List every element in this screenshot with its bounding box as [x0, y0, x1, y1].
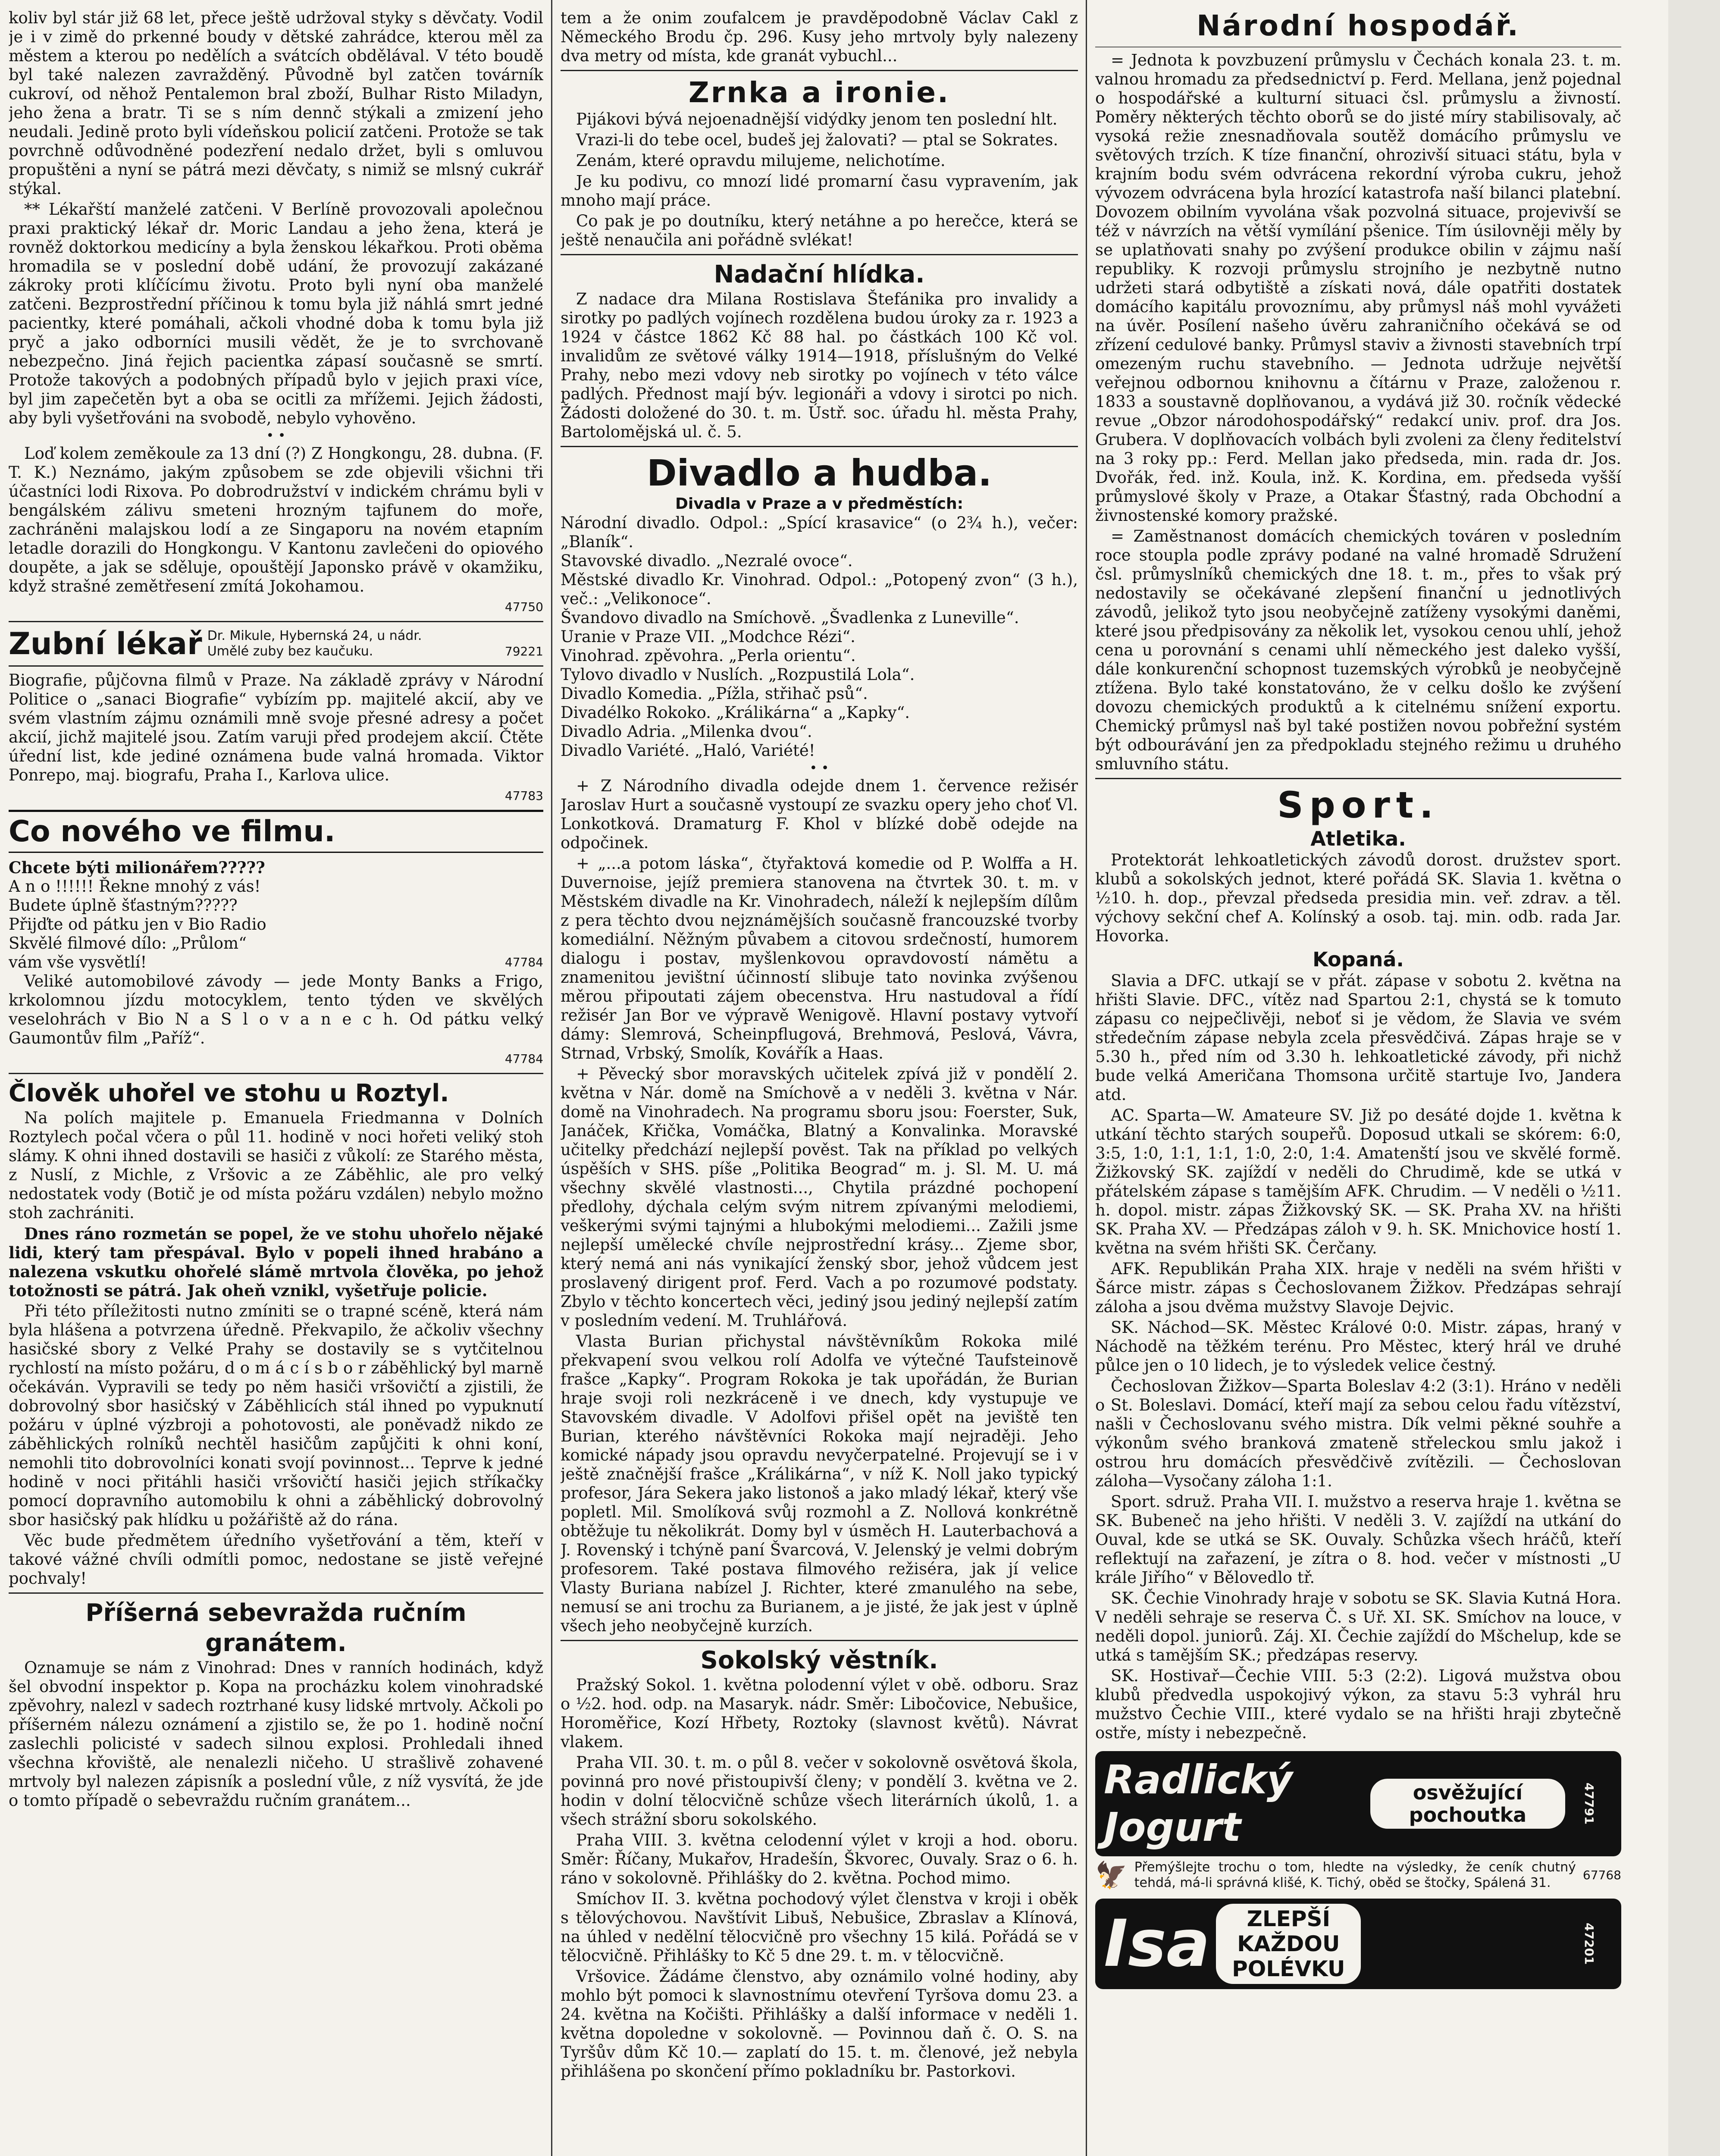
- section-title-fund: Nadační hlídka.: [714, 260, 925, 288]
- lead-paragraph: koliv byl stár již 68 let, přece ještě udržoval styky s děvčaty. Vodil je i v zimě do prkenné boudy v dětské zahrádce, kterou měl za městem a kterou po nedělích a svátcích obdělával. V této boudě byl také nalezen zavražděný. Původně byl zatčen továrník cukroví, od něhož Pentalemon bral zboží, Bulhar Risto Miladyn, jeho žena a bratr. Ti se s ním dennč stýkali a zmizení jeho neudali. Jedině proto byli vídeňskou policií zatčeni. Protože se tak povrchně odůvodněné podezření nedalo držet, byli s omluvou propuštěni a nyní se pátrá mezi děvčaty, s nimiž se mlsný cukrář stýkal.: [9, 9, 543, 198]
- football-paragraph: AFK. Republikán Praha XIX. hraje v neděli na svém hřišti v Šárce mistr. zápas s Čechoslovanem Žižkov. Předzápas sehrají záloha a jsou dvěma mužstvy Slavoje Dejvic.: [1095, 1260, 1621, 1316]
- ad-code: 47783: [504, 789, 543, 803]
- yogurt-tagline: osvěžující pochoutka: [1370, 1779, 1565, 1829]
- dentist-title: Zubní lékař: [9, 626, 202, 661]
- theatre-row: Divadlo Adria. „Milenka dvou“.: [561, 722, 812, 741]
- ad-code: 47784: [504, 955, 543, 969]
- isa-ad-banner: [1095, 1899, 1621, 1989]
- irony-item: Zenám, které opravdu milujeme, nelichotíme.: [576, 151, 946, 170]
- divider: [561, 254, 1078, 255]
- ad-code: 79221: [504, 644, 543, 658]
- irony-item: Co pak je po doutníku, který netáhne a po herečce, která se ještě nenaučila ani pořádně svlékat!: [561, 212, 1078, 249]
- theatre-row: Divadlo Variété. „Haló, Variété!: [561, 741, 815, 760]
- column-2: [561, 9, 1078, 2156]
- theatre-paragraph: + Pěvecký sbor moravských učitelek zpívá již v pondělí 2. května v Nár. domě na Smíchově a v neděli 3. května v Nár. domě na Vinohradech. Na programu sboru jsou: Foerster, Suk, Janáček, Křička, Vomáčka, Blatný a Konvalinka. Moravské učitelky předchází nejlepší pověst. Tak na příklad po velkých úspěších v SHS. píše „Politika Beograd“ m. j. Sl. M. U. má všechny skvělé vlastnosti..., Chytila prázdné pochopení předlohy, dýchala celým svým nitrem zpívanými melodiemi, veškerými svými tajnými a hlubokými melodiemi... Zažili jsme nejlepší umělecké chvíle nejprostřední krásy... Zjeme sbor, který nemá ani nás vynikající ženský sbor, jehož vůdcem jest proslavený dirigent prof. Ferd. Vach a po rozumové podstaty. Zbylo v těchto koncertech věci, jediný jsou jediný nejlepší zatím v posledním vedení. M. Truhlářová.: [561, 1065, 1078, 1330]
- sokol-paragraph: Vršovice. Žádáme členstvo, aby oznámilo volné hodiny, aby mohlo být pomoci k slavnostnímu otevření Tyršova domu 23. a 24. května na Kočišti. Přihlášky a další informace v neděli 1. května dopoledne v sokolovně. — Povinnou daň č. O. S. na Tyršův dům Kč 10.— zaplatí do 15. t. m. členové, jež nebyla přihlášena po skončení přímo pokladníku br. Pastorkovi.: [561, 1967, 1078, 2081]
- ad-code: 47750: [504, 600, 543, 614]
- section-title-irony: Zrnka a ironie.: [688, 76, 950, 109]
- irony-item: Je ku podivu, co mnozí lidé promarní času vypravením, jak mnoho mají práce.: [561, 172, 1078, 210]
- theatre-paragraph: + „...a potom láska“, čtyřaktová komedie od P. Wolffa a H. Duvernoise, jejíž premiera stanovena na čtvrtek 30. t. m. v Městském divadle na Kr. Vinohradech, náleží k nejlepším dílům z pera těchto dvou nejznámějších současně francouzské tvorby komediální. Něžným půvabem a citovou srdečností, humorem dialogu i postav, myšlenkovou opravdovostí námětu a znamenitou jevištní účinností slibuje tato novinka zvýšenou měrou připoutati zájem obecenstva. Hru nastudoval a řídí režisér Jan Bor ve výpravě Wenigově. Hlavní postavy vytvoří dámy: Slemrová, Scheinpflugová, Brehmová, Peslová, Vávra, Strnad, Vrbský, Smolík, Kovářík a Haas.: [561, 854, 1078, 1062]
- economy-paragraph: = Zaměstnanost domácích chemických továren v posledním roce stoupla podle zprávy podané na valné hromadě Sdružení čsl. průmyslníků chemických dne 18. t. m., přes to však prý nedostavily se očekávané zlepšení finanční u jednotlivých závodů, jelikož tyto jsou neobyčejně zatíženy vysokými daněmi, které jsou předpisovány za několik let, vysokou cenou uhlí, jehož cena u porovnání s cenami uhlí německého jest daleko vyšší, dále konkurenční schopnost tuzemských výrobků je neobyčejně ztížena. Bylo také konstatováno, že v celku došlo ke zvýšení dovozu chemických produktů a k citelnému snížení exportu. Chemický průmysl naš byl také postižen novou pobřežní systém být odbourávání jen za předpokladu stejného režimu u druhého smluvního státu.: [1095, 527, 1621, 773]
- divider: [9, 665, 543, 667]
- fire-paragraph: Dnes ráno rozmetán se popel, že ve stohu uhořelo nějaké lidi, který tam přespával. Bylo v popeli ihned hrabáno a nalezena vskutku ohořelé slámě mrtvola člověka, po jehož totožnosti se pátrá. Jak oheň vznikl, vyšetřuje policie.: [9, 1224, 543, 1300]
- theatre-row: Uranie v Praze VII. „Modchce Rézi“.: [561, 627, 855, 646]
- isa-brand: Isa: [1104, 1906, 1210, 1981]
- yogurt-brand: Radlický Jogurt: [1104, 1757, 1293, 1850]
- column-1: [9, 9, 543, 2156]
- film-line: A n o !!!!!! Řekne mnohý z vás!: [9, 877, 261, 896]
- page-edge: [1668, 0, 1720, 2156]
- film-line: Budete úplně šťastným?????: [9, 896, 238, 915]
- eagle-logo-icon: 🦅: [1095, 1860, 1128, 1890]
- ad-code: 47784: [504, 1052, 543, 1066]
- yogurt-ad-banner: [1095, 1751, 1621, 1856]
- film-line: Chcete býti milionářem?????: [9, 858, 265, 877]
- theatre-row: Divadlo Komedia. „Pížla, střihač psů“.: [561, 684, 868, 703]
- fire-paragraph: Věc bude předmětem úředního vyšetřování a těm, kteří v takové vážné chvíli odmítli pomoc, nedostane se jistě veřejné pochvaly!: [9, 1531, 543, 1588]
- headline-fire: Člověk uhořel ve stohu u Roztyl.: [9, 1079, 449, 1107]
- theatre-row: Švandovo divadlo na Smíchově. „Švadlenka z Luneville“.: [561, 608, 1019, 627]
- film-line: vám vše vysvětlí!: [9, 953, 147, 971]
- sokol-paragraph: Pražský Sokol. 1. května polodenní výlet v obě. odboru. Sraz o ½2. hod. odp. na Masaryk. nádr. Směr: Libočovice, Nebušice, Horoměřice, Kozí Hřbety, Roztoky (slavnost květů). Návrat vlakem.: [561, 1676, 1078, 1751]
- ad-code: 47791: [1582, 1783, 1596, 1825]
- section-title-sokol: Sokolský věstník.: [700, 1646, 938, 1674]
- theatre-paragraph: + Z Národního divadla odejde dnem 1. července režisér Jaroslav Hurt a současně vystoupí ze svazku opery jeho choť Vl. Lonkotková. Dramaturg F. Khol v blízké době odejde na odpočinek.: [561, 777, 1078, 852]
- cliche-note: Přemýšlejte trochu o tom, hledte na výsledky, že ceník chutný tehdá, má-li správná klišé, K. Tichý, oběd se štočky, Spálená 31.: [1134, 1860, 1576, 1890]
- divider: [561, 446, 1078, 447]
- isa-slogan: ZLEPŠÍ KAŽDOU POLÉVKU: [1216, 1904, 1361, 1984]
- theatre-row: Národní divadlo. Odpol.: „Spící krasavice“ (o 2¾ h.), večer: „Blaník“.: [561, 514, 1078, 551]
- news-item-hongkong: Loď kolem zeměkoule za 13 dní (?) Z Hongkongu, 28. dubna. (F. T. K.) Neznámo, jakým způsobem se zde objevili všichni tři účastníci lodi Rixova. Po dobrodružství v indickém chrámu byli v bengálském zálivu smeteni hrozným tajfunem do moře, zachráněni malajskou lodí a ze Singaporu na novém etapním letadle dorazili do Hongkongu. V Kantonu zavlečeni do opiového doupěte, a jak se sděluje, opouštějí Japonsko právě v okamžiku, když strašné zemětřesení zmítá Jokohamou.: [9, 444, 543, 595]
- sokol-paragraph: Praha VIII. 3. května celodenní výlet v kroji a hod. oboru. Směr: Říčany, Mukařov, Hradešín, Škvorec, Ouvaly. Sraz o 6. h. ráno v sokolovně. Přihlášky do 2. května. Pochod mimo.: [561, 1831, 1078, 1887]
- separator: • •: [266, 428, 286, 443]
- film-list: [9, 858, 543, 972]
- theatre-subtitle: Divadla v Praze a v předměstích:: [675, 495, 964, 513]
- column-3: [1095, 9, 1621, 2156]
- fire-paragraph: Na polích majitele p. Emanuela Friedmanna v Dolních Roztylech počal včera o půl 11. hodině v noci hořeti veliký stoh slámy. K ohni ihned dostavili se hasiči z vůkolí: ze Starého města, z Nuslí, z Michle, z Vršovic a ze Záběhlic, ale pro velký nedostatek vody (Botič je od místa požáru vzdálen) nebylo možno stoh zachrániti.: [9, 1109, 543, 1222]
- theatre-row: Divadélko Rokoko. „Králikárna“ a „Kapky“.: [561, 703, 910, 722]
- football-paragraph: SK. Náchod—SK. Městec Králové 0:0. Mistr. zápas, hraný v Náchodě na těžkém terénu. Pro Městec, který hrál ve druhé půlce jen o 10 lidech, je to výsledek velice čestný.: [1095, 1318, 1621, 1375]
- ad-code: 67768: [1582, 1868, 1621, 1882]
- theatre-row: Vinohrad. zpěvohra. „Perla orientu“.: [561, 646, 856, 665]
- divider: [1095, 778, 1621, 779]
- film-line: Přijďte od pátku jen v Bio Radio: [9, 915, 266, 934]
- athletics-paragraph: Protektorát lehkoatletických závodů dorost. družstev sport. klubů a sokolských jednot, které pořádá SK. Slavia 1. května o ½10. h. dop., převzal předseda presidia min. veř. zdrav. a těl. výchovy sekční chef A. Kolínský a osob. taj. min. odb. rada Jar. Hovorka.: [1095, 851, 1621, 945]
- headline-suicide-2: granátem.: [205, 1629, 347, 1657]
- divider: [9, 1073, 543, 1074]
- news-item-biografie: Biografie, půjčovna filmů v Praze. Na základě zprávy v Národní Politice o „sanaci Biografie“ vybízím pp. majitelé akcií, aby ve svém vlastním zájmu oznámili mně svoje přesné adresy a počet akcií, jichž majitelé jsou. Zatím varuji před prodejem akcií. Čtěte úřední list, kde jediné oznámena bude valná hromada. Viktor Ponrepo, maj. biografu, Praha I., Karlova ulice.: [9, 671, 543, 784]
- dentist-ad: [9, 627, 543, 661]
- column-rule: [1086, 0, 1087, 2156]
- column-rule: [551, 0, 552, 2156]
- separator: • •: [809, 761, 829, 776]
- subsection-title-football: Kopaná.: [1313, 948, 1404, 971]
- football-paragraph: SK. Čechie Vinohrady hraje v sobotu se SK. Slavia Kutná Hora. V neděli sehraje se reserva Č. s Uř. XI. SK. Smíchov na louce, v neděli dopol. juniorů. Záj. XI. Čechie zajíždí do Mšchelup, kde se utká s tamějším SK.; předzápas reservy.: [1095, 1589, 1621, 1664]
- fire-paragraph: Při této příležitosti nutno zmíniti se o trapné scéně, která nám byla hlášena a potvrzena úředně. Překvapilo, že ačkoliv všechny hasičské sbory z Velké Prahy se dostavily se s vytčitelnou rychlostí na místo požáru, d o m á c í s b o r záběhlický byl marně očekáván. Vypravili se tedy po něm hasiči vršovičtí a zjistili, že dobrovolný sbor hasičský v Záběhlicích stál ihned po vypuknutí požáru v úplné výzbroji a pohotovosti, ale poněvadž nikdo ze záběhlických rolníků nechtěl hasičům zapůjčiti k ohni koní, nemohli tito dobrovolníci konati svojí povinnost... Teprve k jedné hodině v noci přitáhli hasiči vršovičtí hasiči jejich stříkačky pomocí dopravního automobilu k ohni a záběhlický dobrovolný sbor hasičský pak hlídku u požářiště až do rána.: [9, 1302, 543, 1529]
- irony-item: Vrazi-li do tebe ocel, budeš jej žalovati? — ptal se Sokrates.: [576, 131, 1059, 149]
- divider: [9, 621, 543, 622]
- football-paragraph: Slavia a DFC. utkají se v přát. zápase v sobotu 2. května na hřišti Slavie. DFC., vítěz nad Spartou 2:1, chystá se k tomuto zápasu co nejpečlivěji, neboť si je vědom, že Slavia ve svém středečním zápase nebyla zcela přesvědčivá. Zápas hraje se v 5.30 h., před ním od 3.30 h. lehkoatletické závody, při nichž bude velká Američana Thomsona určitě startuje Ivo, Jandera atd.: [1095, 971, 1621, 1104]
- football-paragraph: AC. Sparta—W. Amateure SV. Již po desáté dojde 1. května k utkání těchto starých soupeřů. Doposud utkali se skórem: 6:0, 3:5, 1:0, 1:1, 1:1, 1:0, 2:0, 1:4. Amatenští jsou ve skvělé formě. Žižkovský SK. zajíždí v neděli do Chrudimě, kde se utká v přátelském zápase s tamějším AFK. Chrudim. — V neděli o ½11. h. dopol. mistr. zápas Žižkovský SK. — SK. Praha XV. na hřišti SK. Praha XV. — Předzápas záloh v 9. h. SK. Mnichovice hostí 1. května na svém hřišti SK. Čerčany.: [1095, 1106, 1621, 1257]
- fund-paragraph: Z nadace dra Milana Rostislava Štefánika pro invalidy a sirotky po padlých vojínech rozdělena budou úroky za r. 1923 a 1924 v částce 1862 Kč 88 hal. po částkách 100 Kč vol. invalidům ze světové války 1914—1918, příslušným do Velké Prahy, nebo mezi vdovy neb sirotky po vojínech v této válce padlých. Přednost mají býv. legionáři a vdovy i sirotci po nich. Žádosti doložené do 30. t. m. Ústř. soc. úřadu hl. města Prahy, Bartolomějská ul. č. 5.: [561, 290, 1078, 441]
- subsection-title-athletics: Atletika.: [1310, 827, 1406, 850]
- football-paragraph: Sport. sdruž. Praha VII. I. mužstvo a reserva hraje 1. května se SK. Bubeneč na jeho hřišti. V neděli 3. V. zajíždí na utkání do Ouval, kde se utká se SK. Ouvaly. Schůzka všech hráčů, kteří reflektují na zařazení, je zítra o 8. hod. večer v místnosti „U krále Jiřího“ v Bělovedlo tř.: [1095, 1492, 1621, 1587]
- theatre-paragraph: Vlasta Burian přichystal návštěvníkům Rokoka milé překvapení svou velkou rolí Adolfa ve výtečné Taufsteinově frašce „Kapky“. Program Rokoka je tak upořádán, že Burian hraje svoji roli nezkráceně i ve dnech, kdy vystupuje ve Stavovském divadle. V Adolfovi přišel opět na jeviště ten Burian, kterého návštěvníci Rokoka mají nejraději. Jeho komické nápady jsou opravdu nevyčerpatelné. Projevují se i v ještě značnější frašce „Králikárna“, v níž K. Noll jako typický profesor, Jára Sekera jako listonoš a jako mladý lékař, který vše popletl. Mil. Smolíková svůj rozmohl a Z. Nollová konkrétně obtěžuje tu několikrát. Domy byl v úsměch H. Lauterbachová a J. Rovenský i tchýně paní Švarcová, V. Jelenský je velmi dobrým profesorem. Také postava filmového režiséra, jak jí velice Vlasty Buriana nabízel J. Richter, které zmanulého na sebe, nemusí se ani trochu za Burianem, a je jisté, že jak jest v úplně všech jeho neobyčejně kurzích.: [561, 1332, 1078, 1635]
- theatre-row: Městské divadlo Kr. Vinohrad. Odpol.: „Potopený zvon“ (3 h.), več.: „Velikonoce“.: [561, 570, 1078, 608]
- yogurt-ad: [1095, 1751, 1621, 1989]
- dentist-subtitle: Umělé zuby bez kaučuku.: [207, 644, 373, 659]
- news-item-doctors: ** Lékařští manželé zatčeni. V Berlíně provozovali apolečnou praxi praktický lékař dr. Moric Landau a jeho žena, která je rovněž doktorkou medicíny a byla ženskou lékařkou. Proti oběma hromadila se v poslední době udání, že provozují zakázané zákroky proti klíčícímu životu. Proto byli nyní oba manželé zatčeni. Bezprostřední příčinou k tomu byla již náhlá smrt jedné pacientky, které pomáhali, ačkoli vhodné doba k tomu byla již pryč a jako odborníci musili vědět, že je to svrchovaně nebezpečno. Jiná řejich pacientka zápasí současně se smrtí. Protože takových a podobných případů bylo v jejich praxi více, byl jim zapečetěn byt a oba se ocitli za mřížemi. Jejich žádosti, aby byli vyšetřováni na svobodě, nebylo vyhověno.: [9, 200, 543, 427]
- suicide-paragraph: Oznamuje se nám z Vinohrad: Dnes v ranních hodinách, když šel obvodní inspektor p. Kopa na procházku kolem vinohradské zpěvohry, nalezl v sadech roztrhané kusy lidské mrtvoly. Ačkoli po příšerném nálezu oznámení a zjistilo se, že po 1. hodině noční zaslechli policisté v sadech silnou explosi. Prohledali ihned všechna křoviště, ale nenalezli ničeho. U strašlivě zohavené mrtvoly byl nalezen zápisník a poslední vůle, z níž vysvítá, že jde o tomto případě o sebevraždu ručním granátem...: [9, 1658, 543, 1810]
- divider: [9, 1592, 543, 1594]
- divider: [561, 1640, 1078, 1641]
- dentist-address: Dr. Mikule, Hybernská 24, u nádr.: [207, 628, 422, 643]
- theatre-row: Tylovo divadlo v Nuslích. „Rozpustilá Lola“.: [561, 665, 915, 684]
- sokol-paragraph: Praha VII. 30. t. m. o půl 8. večer v sokolovně osvětová škola, povinná pro nové přistoupivší členy; v pondělí 3. května ve 2. hodin v dolní tělocvičně schůze všech literárních úkolů, 1. a všech strážní sboru sokolského.: [561, 1753, 1078, 1829]
- economy-paragraph: = Jednota k povzbuzení průmyslu v Čechách konala 23. t. m. valnou hromadu za předsednictví p. Ferd. Mellana, jenž pojednal o hospodářské a kulturní situaci čsl. průmyslu a živností. Poměry některých těchto oborů se do jisté míry stabilisovaly, ač vysoká režie znesnadňovala soutěž domácího průmyslu ve světových trzích. K tíze finanční, ohrozivší situaci státu, byla v krajním bodu svém odvrácena rekordní výroba cukru, jehož vývozem odvrácena byla hrozící katastrofa naší bilanci platební. Dovozem obilním vyvolána však pozvolná situace, projevivší se též v návrzích na větší vymílání pšenice. Tím úsilovněji měly by se uplatňovati snahy po zvýšení produkce obilin v zájmu naší republiky. K rozvoji průmyslu strojního je nezbytně nutno udržeti stará odbytiště a získati nová, dále opatřiti dostatek domácího kapitálu provoznímu, aby průmysl náš mohl vyvážeti na úvěr. Posílení našeho úvěru zahraničního očekává se od zřízení cedulové banky. Průmysl staviv a živnosti stavebních trpí omezeným ruchu stavebního. — Jednota udržuje největší veřejnou odbornou knihovnu a čítárnu v Praze, založenou r. 1833 a soustavně doplňovanou, a vydává již 30. ročník vědecké revue „Obzor národohospodářský“ redakcí univ. prof. dra Jos. Grubera. V doplňovacích volbách byli zvoleni za členy ředitelství na 3 roky pp.: Ferd. Mellan jako předseda, min. rada dr. Jos. Dvořák, řed. inž. Koula, inž. K. Kordina, em. předseda vyšší průmyslové školy v Praze, a Otakar Šťastný, rada Obchodní a živnostenské komory pražské.: [1095, 51, 1621, 525]
- football-paragraph: Čechoslovan Žižkov—Sparta Boleslav 4:2 (3:1). Hráno v neděli o St. Boleslavi. Domácí, kteří mají za sebou celou řadu vítězství, našli v Čechoslovanu svého mistra. Dík velmi pěkné souhře a výkonům svého branková zmateně střeleckou smlu jakož i ostrou hru domácích přesvědčivě zvítězili. — Čechoslovan záloha—Vysočany záloha 1:1.: [1095, 1377, 1621, 1490]
- section-title-sport: Sport.: [1277, 784, 1439, 826]
- section-title-theatre: Divadlo a hudba.: [646, 452, 992, 494]
- film-story: Veliké automobilové závody — jede Monty Banks a Frigo, krkolomnou jízdu motocyklem, tento týden ve skvělých veselohrách v Bio N a S l o v a n e c h. Od pátku velký Gaumontův film „Paříž“.: [9, 972, 543, 1047]
- lead-paragraph: tem a že onim zoufalcem je pravděpodobně Václav Cakl z Německého Brodu čp. 296. Kusy jeho mrtvoly byly nalezeny dva metry od místa, kde granát vybuchl...: [561, 9, 1078, 65]
- football-paragraph: SK. Hostivař—Čechie VIII. 5:3 (2:2). Ligová mužstva obou klubů předvedla uspokojivý výkon, za stavu 5:3 vyhrál hru mužstvo Čechie VIII., které vydalo se na hřišti hraji zbytečně ostře, místy i nebezpečně.: [1095, 1667, 1621, 1742]
- theatre-list: [561, 514, 1078, 760]
- irony-item: Pijákovi bývá nejoenadnější vidýdky jenom ten poslední hlt.: [576, 110, 1058, 128]
- headline-suicide-1: Příšerná sebevražda ručním: [85, 1599, 467, 1627]
- section-title-film: Co nového ve filmu.: [9, 810, 543, 853]
- section-title-economy: Národní hospodář.: [1197, 9, 1520, 42]
- divider: [561, 70, 1078, 71]
- theatre-row: Stavovské divadlo. „Nezralé ovoce“.: [561, 552, 853, 570]
- film-line: Skvělé filmové dílo: „Průlom“: [9, 934, 247, 953]
- sokol-paragraph: Smíchov II. 3. května pochodový výlet členstva v kroji i oběk s tělovýchovou. Navštívit Libuš, Nebušice, Zbraslav a Klínová, na úhled v nedělní tělocvičně pro všechny 15 kilá. Pořádá se v tělocvičně. Přihlášky to Kč 5 dne 29. t. m. v tělocvičně.: [561, 1890, 1078, 1965]
- ad-code: 47201: [1582, 1923, 1596, 1965]
